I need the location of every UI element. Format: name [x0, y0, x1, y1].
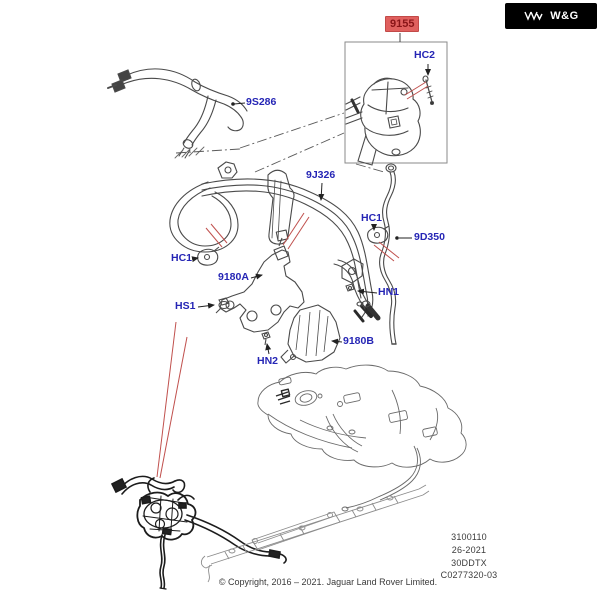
fuel-tank	[258, 365, 466, 511]
part-label-hn1[interactable]: HN1	[378, 286, 400, 298]
brand-badge-label: W&G	[550, 10, 579, 22]
hose-assembly-9s286	[108, 69, 247, 158]
part-label-9180a[interactable]: 9180A	[218, 271, 249, 283]
shield-9180b	[281, 305, 340, 363]
brand-badge	[505, 3, 597, 29]
part-label-hs1[interactable]: HS1	[175, 300, 196, 312]
canister-9155	[346, 76, 434, 165]
copyright-text: © Copyright, 2016 – 2021. Jaguar Land Rover Limited.	[218, 577, 438, 587]
part-label-9d350[interactable]: 9D350	[414, 231, 445, 243]
part-label-hc1-right[interactable]: HC1	[361, 212, 383, 224]
clip-hc1-left	[198, 247, 219, 265]
catalog-reference: C0277320-03	[440, 570, 498, 581]
brand-logo-icon	[523, 10, 545, 22]
nut-hn2	[262, 332, 270, 345]
part-label-hn2[interactable]: HN2	[257, 355, 279, 367]
pipe-bundle-9j326	[170, 162, 373, 321]
catalog-date: 26-2021	[451, 544, 487, 555]
part-label-hc2[interactable]: HC2	[414, 49, 436, 61]
part-label-9180b[interactable]: 9180B	[343, 335, 374, 347]
part-label-9155[interactable]: 9155	[385, 16, 419, 32]
catalog-number: 3100110	[451, 532, 487, 542]
part-label-9s286[interactable]: 9S286	[246, 96, 277, 108]
part-label-9j326[interactable]: 9J326	[306, 169, 336, 181]
underbody-rail	[201, 485, 429, 582]
pump-module	[112, 476, 286, 589]
catalog-info	[441, 531, 498, 582]
catalog-code: 30DDTX	[451, 557, 487, 568]
part-label-hc1-left[interactable]: HC1	[171, 252, 193, 264]
